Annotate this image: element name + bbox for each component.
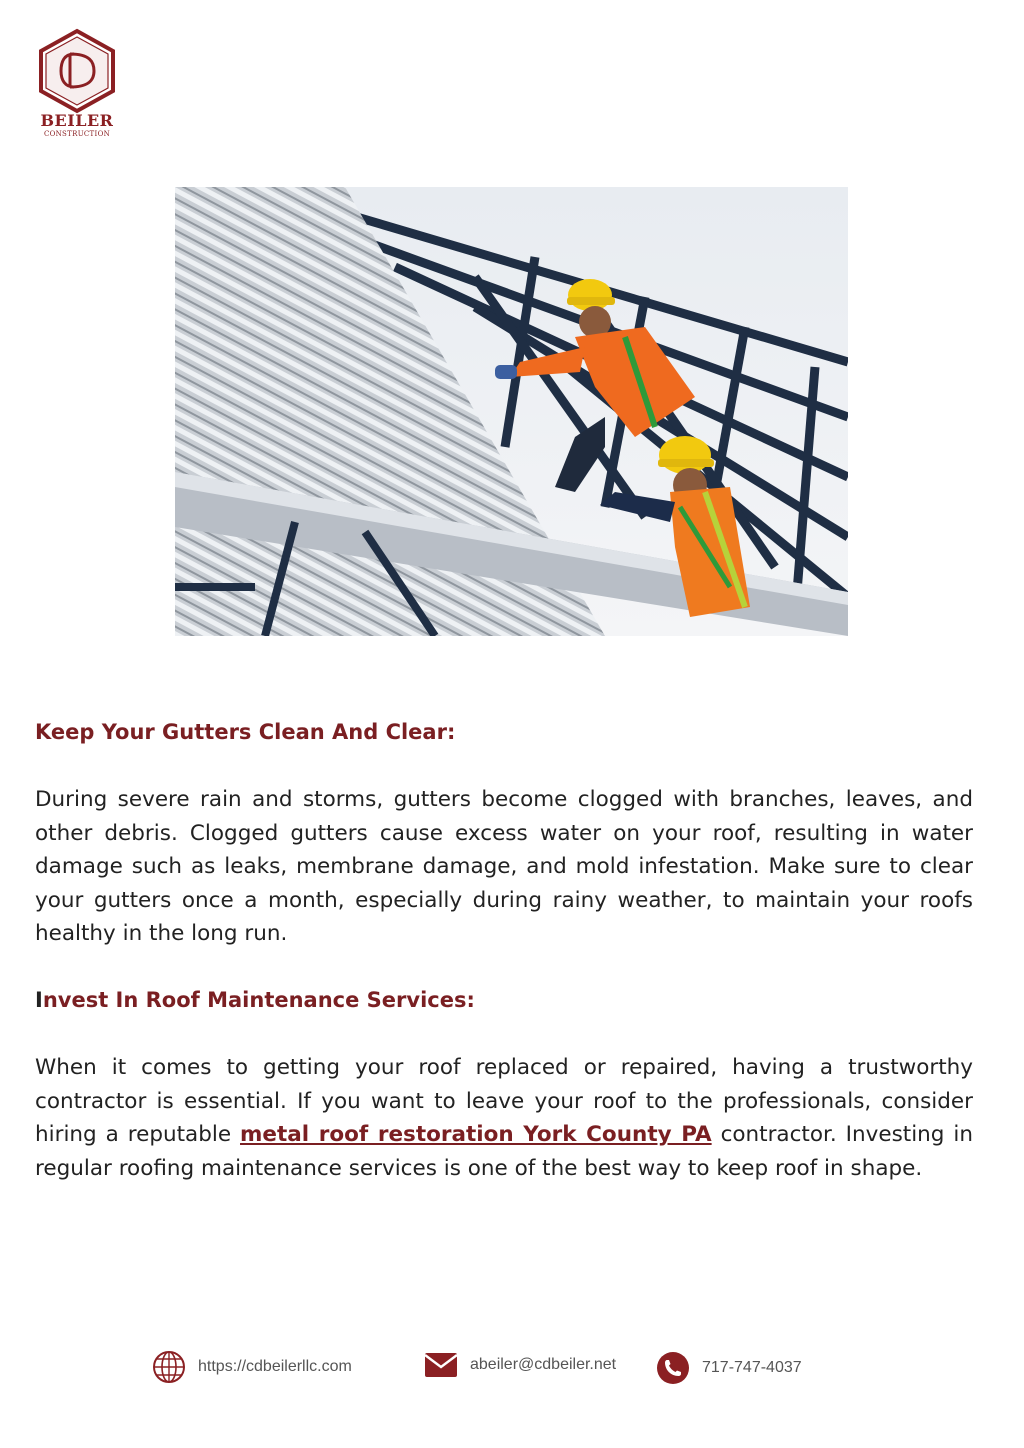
phone-number: 717-747-4037: [702, 1359, 802, 1376]
paragraph-text-after-link: contractor. Investing in regular roofing maintenance services is one of the best way to keep roof in shape.: [35, 1122, 973, 1181]
heading-text: nvest In Roof Maintenance Services:: [42, 988, 475, 1012]
brand-logo: [34, 28, 120, 144]
paragraph-maintenance: [35, 1051, 973, 1185]
globe-icon: [152, 1350, 186, 1384]
website-url: https://cdbeilerllc.com: [198, 1358, 352, 1375]
paragraph-gutters: During severe rain and storms, gutters become clogged with branches, leaves, and other debris. Clogged gutters cause excess water on your roof, resulting in water damage such as leaks, membrane damage, and mold infestation. Make sure to clear your gutters once a month, especially during rainy weather, to maintain your roofs healthy in the long run.: [35, 787, 973, 947]
brand-subname: CONSTRUCTION: [43, 130, 111, 138]
mail-icon: [424, 1352, 458, 1378]
heading-roof-maintenance: [35, 986, 975, 1014]
heading-first-letter: K: [35, 720, 51, 744]
email-address: abeiler@cdbeiler.net: [470, 1356, 617, 1373]
paragraph-text-before-link: When it comes to getting your roof replaced or repaired, having a trustworthy contractor is essential. If you want to leave your roof to the professionals, consider hiring a reputable: [35, 1055, 973, 1148]
roof-workers-photo-icon: [175, 187, 848, 636]
phone-icon: [656, 1351, 690, 1385]
heading-keep-gutters-clean: [35, 718, 975, 746]
metal-roof-restoration-link[interactable]: metal roof restoration York County PA: [240, 1122, 712, 1148]
footer-email[interactable]: [424, 1352, 616, 1378]
brand-name: BEILER: [40, 111, 114, 130]
footer-phone[interactable]: [656, 1351, 802, 1385]
heading-text: eep Your Gutters Clean And Clear:: [50, 720, 456, 744]
heading-first-letter: I: [35, 988, 43, 1012]
logo-hexagon-icon: [34, 28, 120, 114]
footer-website[interactable]: [152, 1350, 352, 1384]
hero-image: [175, 187, 848, 636]
